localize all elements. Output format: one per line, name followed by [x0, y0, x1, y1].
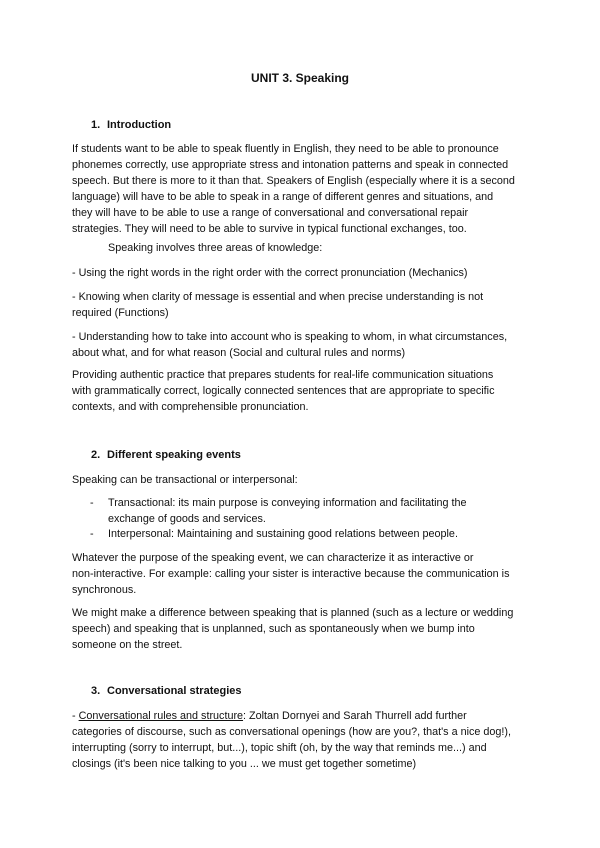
section-3-heading	[91, 683, 242, 699]
section-heading-text: Introduction	[107, 119, 172, 131]
interactive-paragraph	[72, 550, 542, 598]
text-line: interrupting (sorry to interrupt, but...), topic shift (oh, by the way that reminds me...) and	[72, 742, 487, 754]
section-heading-text: Conversational strategies	[107, 685, 242, 697]
underlined-term: Conversational rules and structure	[78, 710, 244, 722]
text-line: required (Functions)	[72, 307, 169, 319]
line-rest: : Zoltan Dornyei and Sarah Thurrell add further	[243, 710, 467, 722]
area-item-social-rules	[72, 329, 542, 361]
text-line: contexts, and with comprehensible pronunciation.	[72, 401, 309, 413]
text-line: speech) and speaking that is unplanned, such as spontaneously when we bump into	[72, 623, 475, 635]
section-2-lead: Speaking can be transactional or interpersonal:	[72, 474, 298, 486]
bullet-text	[108, 495, 508, 527]
text-line: strategies. They will need to be able to survive in typical functional exchanges, too.	[72, 223, 467, 235]
text-line: Providing authentic practice that prepares students for real-life communication situations	[72, 369, 494, 381]
text-line: exchange of goods and services.	[108, 513, 266, 525]
text-line: - Using the right words in the right order with the correct pronunciation (Mechanics)	[72, 267, 468, 279]
text-line: We might make a difference between speaking that is planned (such as a lecture or wedding	[72, 607, 514, 619]
text-line: someone on the street.	[72, 639, 183, 651]
section-number: 2.	[91, 449, 101, 461]
area-item-mechanics	[72, 265, 542, 281]
text-line: speech. But there is more to it than that. Speakers of English (especially where it is a second	[72, 175, 515, 187]
text-line: categories of discourse, such as conversational openings (how are you?, that's a nice dog!),	[72, 726, 511, 738]
text-line: phonemes correctly, use appropriate stress and intonation patterns and speak in connected	[72, 159, 509, 171]
text-line: - Understanding how to take into account who is speaking to whom, in what circumstances,	[72, 331, 508, 343]
text-line: Interpersonal: Maintaining and sustaining good relations between people.	[108, 528, 458, 540]
text-line: closings (it's been nice talking to you ... we must get together sometime)	[72, 758, 417, 770]
text-line: language) will have to be able to speak in a range of different genres and situations, and	[72, 191, 494, 203]
areas-lead: Speaking involves three areas of knowledge:	[108, 242, 323, 254]
bullet-text	[108, 526, 508, 542]
section-number: 1.	[91, 119, 101, 131]
section-heading-text: Different speaking events	[107, 449, 241, 461]
text-line: they will have to be able to use a range of conversational and conversational repair	[72, 207, 469, 219]
text-line: - Knowing when clarity of message is essential and when precise understanding is not	[72, 291, 484, 303]
bullet-dash: -	[90, 528, 94, 540]
page-title: UNIT 3. Speaking	[250, 71, 350, 85]
area-item-functions	[72, 289, 542, 321]
bullet-dash: -	[90, 497, 94, 509]
section-number: 3.	[91, 685, 101, 697]
closing-paragraph	[72, 367, 542, 415]
section-2-heading	[91, 447, 241, 463]
planned-paragraph	[72, 605, 542, 653]
text-line: Transactional: its main purpose is conveying information and facilitating the	[108, 497, 467, 509]
text-line	[72, 708, 542, 724]
text-line: synchronous.	[72, 584, 137, 596]
line-prefix: -	[72, 710, 79, 722]
section-1-heading	[91, 117, 171, 133]
text-line: non-interactive. For example: calling your sister is interactive because the communication is	[72, 568, 510, 580]
text-line: If students want to be able to speak fluently in English, they need to be able to pronounce	[72, 143, 499, 155]
conversational-rules-paragraph	[72, 708, 542, 772]
text-line: with grammatically correct, logically connected sentences that are appropriate to specific	[72, 385, 495, 397]
text-line: Whatever the purpose of the speaking event, we can characterize it as interactive or	[72, 552, 474, 564]
text-line: about what, and for what reason (Social and cultural rules and norms)	[72, 347, 406, 359]
intro-paragraph	[72, 141, 542, 237]
